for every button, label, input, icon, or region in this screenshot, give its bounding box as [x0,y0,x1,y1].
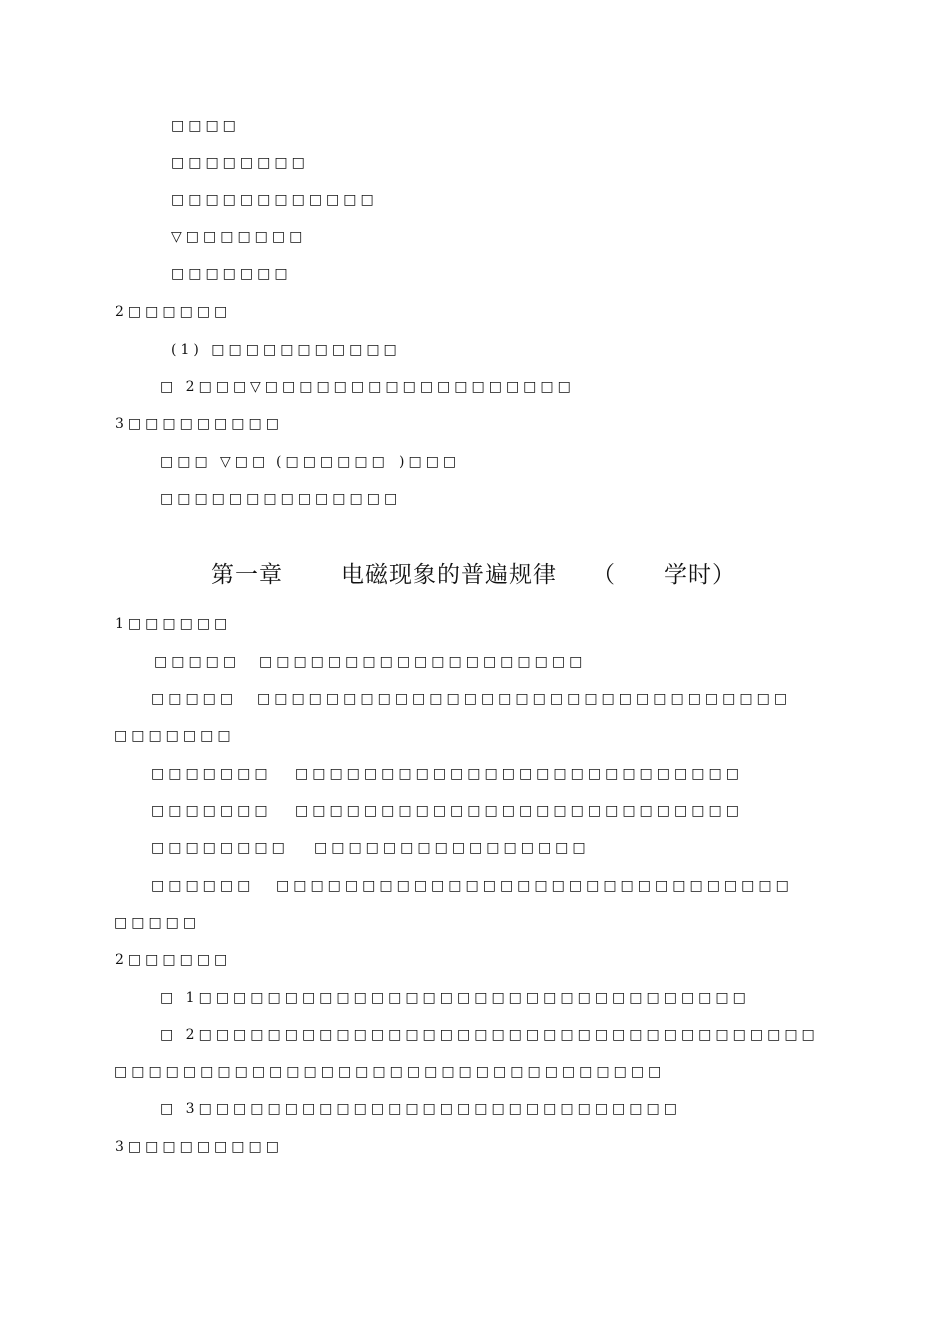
text-segment: □□□□□□□□□□□□□□□□□□□□□□□□□□□□□□ [276,878,793,894]
list-item: □ 2□□□□□□□□□□□□□□□□□□□□□□□□□□□□□□□□□□□□ [160,1027,819,1043]
text-segment: □□□□□□□ [151,803,272,819]
text-line [154,653,587,671]
list-item: (1) □□□□□□□□□□□ [171,342,401,358]
text-line: □□□□□□□□□□□□ [171,192,378,208]
text-segment: □□□□□□□□ [151,840,289,856]
text-segment: □□□□□ [151,691,238,707]
section-number-line: 3□□□□□□□□□ [115,1139,283,1155]
section-number-line: 2□□□□□□ [115,952,232,968]
text-line [160,453,460,471]
chapter-title-paren: （ [592,562,616,588]
text-segment: □□□□□□□□□□□□□□□□□□□ [259,654,587,670]
chapter-title: 电磁现象的普遍规律 [341,562,557,588]
section-number-line: 1□□□□□□ [115,616,232,632]
list-item-marker: □ 2□□□ [160,379,251,395]
list-item: □ 1□□□□□□□□□□□□□□□□□□□□□□□□□□□□□□□□ [160,990,750,1006]
text-segment: )□□□ [399,454,461,470]
text-line: □□□□□ [114,915,201,931]
text-segment: □□□□□□ [151,878,255,894]
text-line: ▽□□□□□□□ [171,229,307,245]
list-item-text: ▽□□□□□□□□□□□□□□□□□□ [250,379,575,395]
chapter-title-hours: 学时） [664,562,736,588]
section-number-line: 2□□□□□□ [115,304,232,320]
text-segment: □□□□□□□□□□□□□□□□□□□□□□□□□□□□□□□ [257,691,792,707]
text-segment: □□□□□ [154,654,241,670]
text-line [151,765,743,783]
text-segment: ▽□□ [220,454,270,470]
chapter-title-number: 第一章 [211,562,283,588]
list-item [160,378,575,396]
text-segment: □□□□□□□□□□□□□□□□□□□□□□□□□□ [295,803,743,819]
text-line: □□□□□□□□ [171,155,309,171]
text-line [151,802,743,820]
text-segment: □□□ [160,454,212,470]
text-line [151,877,793,895]
text-line: □□□□ [171,118,240,134]
text-segment: □□□□□□□□□□□□□□□□ [314,840,590,856]
text-line: □□□□□□□□□□□□□□ [160,491,402,507]
text-line [151,690,792,708]
text-segment: □□□□□□□□□□□□□□□□□□□□□□□□□□ [295,766,743,782]
text-segment: □□□□□□□ [151,766,272,782]
text-line [151,839,590,857]
text-line: □□□□□□□ [171,266,292,282]
text-segment: (□□□□□□ [276,454,389,470]
section-number-line: 3□□□□□□□□□ [115,416,283,432]
text-line: □□□□□□□ [114,728,235,744]
list-item: □ 3□□□□□□□□□□□□□□□□□□□□□□□□□□□□ [160,1101,681,1117]
text-line: □□□□□□□□□□□□□□□□□□□□□□□□□□□□□□□□ [114,1064,666,1080]
